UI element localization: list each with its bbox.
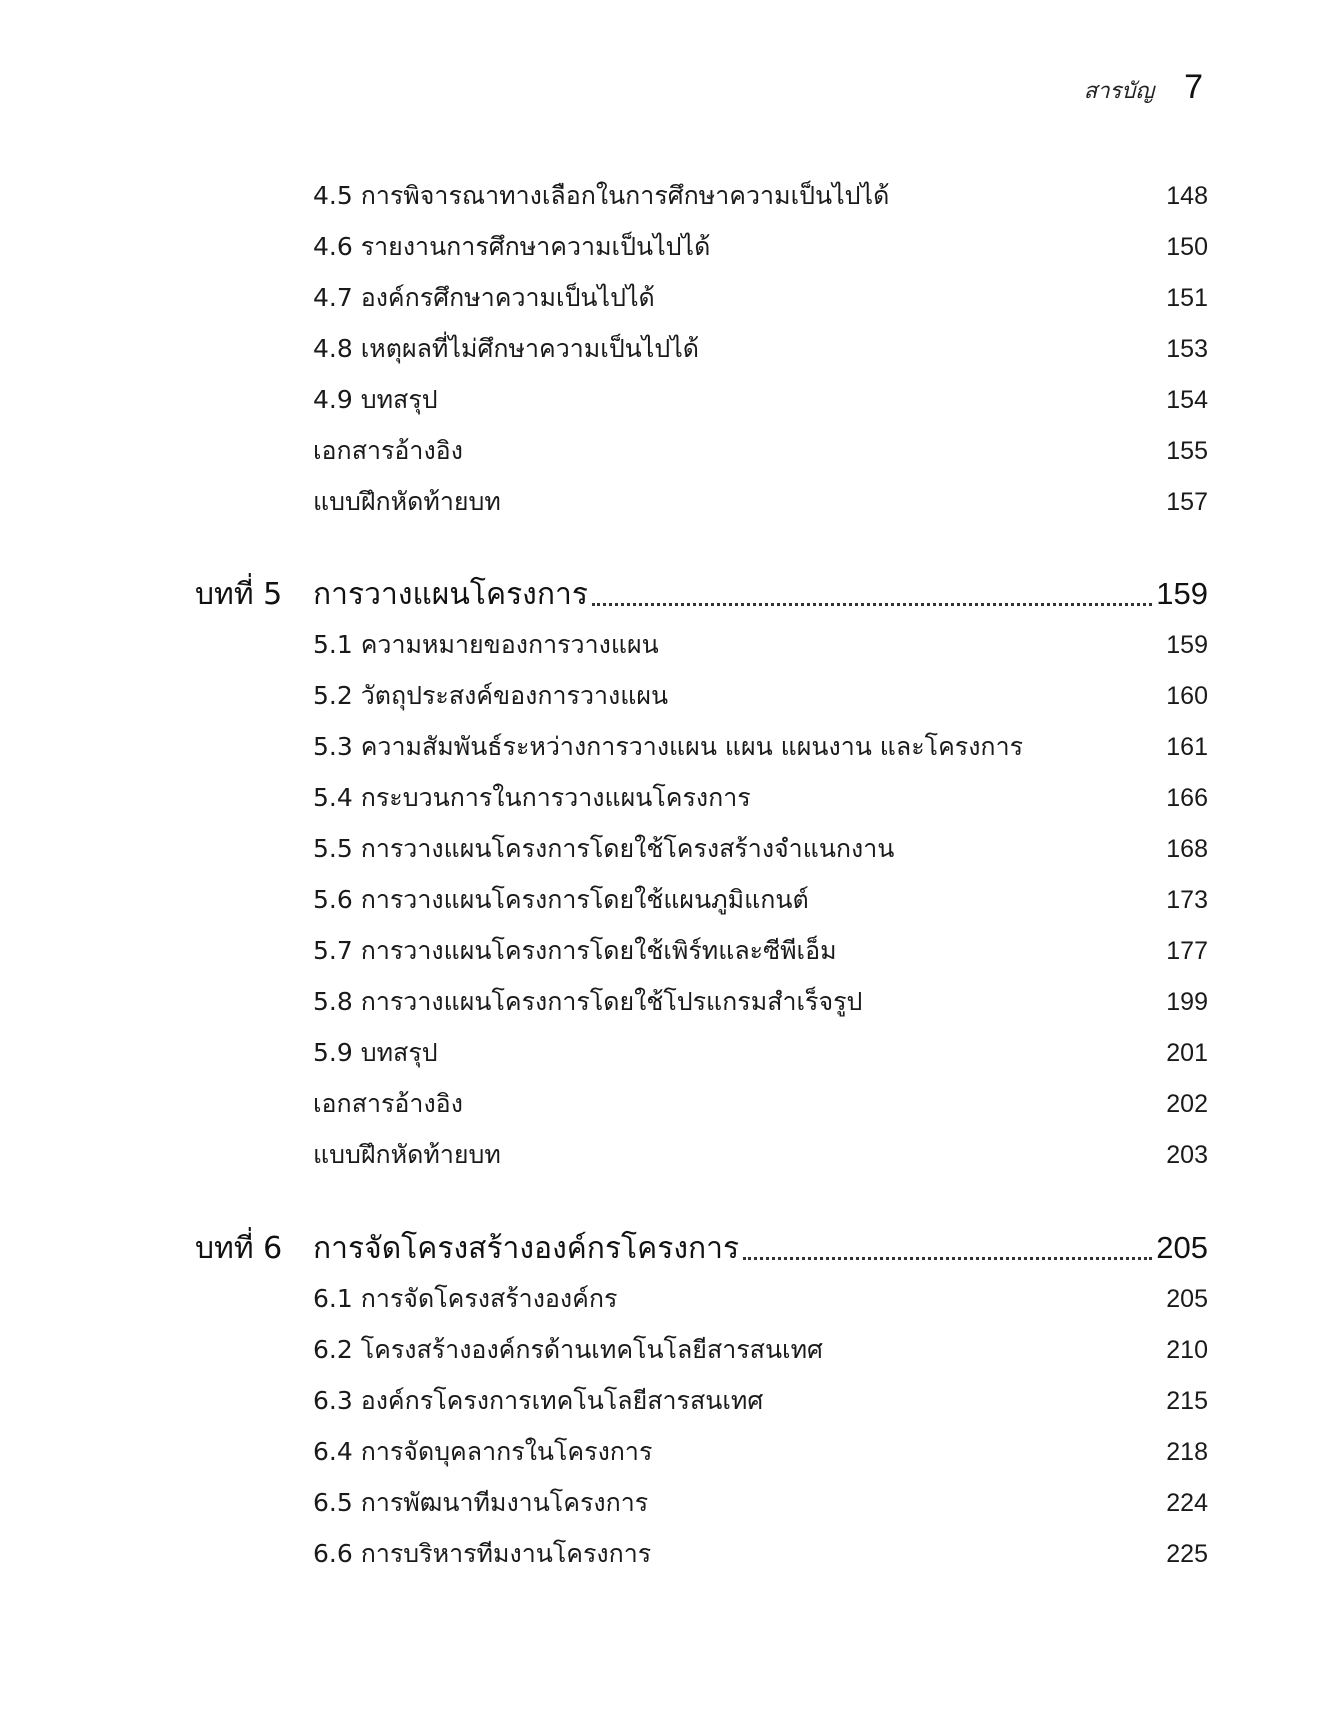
toc-item-label: แบบฝึกหัดท้ายบท <box>313 1140 501 1169</box>
toc-item-label: เอกสารอ้างอิง <box>313 436 463 465</box>
toc-item-exercises-5[interactable] <box>313 1135 1208 1175</box>
toc-item-exercises-4[interactable] <box>313 482 1208 522</box>
page-header <box>1084 68 1203 108</box>
toc-item-label: 5.3 ความสัมพันธ์ระหว่างการวางแผน แผน แผนงาน และโครงการ <box>313 732 1024 761</box>
toc-item-page: 159 <box>1166 631 1208 659</box>
toc-item-page: 153 <box>1166 335 1208 363</box>
toc-item-page: 225 <box>1166 1540 1208 1568</box>
chapter-page: 159 <box>1156 576 1208 611</box>
toc-item-label: 5.9 บทสรุป <box>313 1038 438 1067</box>
toc-item-label: 5.1 ความหมายของการวางแผน <box>313 630 659 659</box>
toc-item-label: 6.6 การบริหารทีมงานโครงการ <box>313 1539 652 1568</box>
toc-item-label: 5.8 การวางแผนโครงการโดยใช้โปรแกรมสำเร็จรูป <box>313 987 863 1016</box>
toc-item-6-2[interactable] <box>313 1330 1208 1370</box>
toc-item-4-8[interactable] <box>313 329 1208 369</box>
toc-item-6-5[interactable] <box>313 1483 1208 1523</box>
chapter-prefix: บทที่ 6 <box>195 1230 283 1266</box>
toc-item-page: 202 <box>1166 1090 1208 1118</box>
toc-item-label: แบบฝึกหัดท้ายบท <box>313 487 501 516</box>
header-page-number: 7 <box>1184 68 1203 106</box>
toc-item-4-6[interactable] <box>313 227 1208 267</box>
toc-item-page: 161 <box>1166 733 1208 761</box>
toc-item-5-1[interactable] <box>313 625 1208 665</box>
toc-item-label: 4.5 การพิจารณาทางเลือกในการศึกษาความเป็นไปได้ <box>313 181 890 210</box>
toc-item-page: 215 <box>1166 1387 1208 1415</box>
chapter-page: 205 <box>1156 1230 1208 1265</box>
toc-item-page: 199 <box>1166 988 1208 1016</box>
toc-item-label: 6.1 การจัดโครงสร้างองค์กร <box>313 1284 618 1313</box>
toc-item-label: 5.7 การวางแผนโครงการโดยใช้เพิร์ทและซีพีเอ็ม <box>313 936 837 965</box>
toc-item-4-5[interactable] <box>313 176 1208 216</box>
toc-item-page: 154 <box>1166 386 1208 414</box>
chapter-prefix: บทที่ 5 <box>195 576 283 612</box>
toc-item-6-3[interactable] <box>313 1381 1208 1421</box>
header-title: สารบัญ <box>1083 79 1155 104</box>
chapter-6-heading[interactable] <box>195 1224 1208 1272</box>
toc-item-label: 5.2 วัตถุประสงค์ของการวางแผน <box>313 681 669 710</box>
toc-item-label: 6.4 การจัดบุคลากรในโครงการ <box>313 1437 653 1466</box>
toc-item-5-7[interactable] <box>313 931 1208 971</box>
toc-item-page: 210 <box>1166 1336 1208 1364</box>
toc-item-5-6[interactable] <box>313 880 1208 920</box>
toc-item-page: 173 <box>1166 886 1208 914</box>
toc-item-6-6[interactable] <box>313 1534 1208 1574</box>
toc-item-label: 4.9 บทสรุป <box>313 385 438 414</box>
toc-item-page: 151 <box>1166 284 1208 312</box>
toc-item-page: 160 <box>1166 682 1208 710</box>
dot-leader <box>743 1257 1152 1260</box>
toc-item-label: 6.3 องค์กรโครงการเทคโนโลยีสารสนเทศ <box>313 1386 764 1415</box>
toc-item-6-4[interactable] <box>313 1432 1208 1472</box>
toc-item-label: 4.7 องค์กรศึกษาความเป็นไปได้ <box>313 283 655 312</box>
toc-item-references-4[interactable] <box>313 431 1208 471</box>
toc-item-page: 150 <box>1166 233 1208 261</box>
toc-item-4-7[interactable] <box>313 278 1208 318</box>
chapter-5-heading[interactable] <box>195 570 1208 618</box>
toc-item-label: 6.2 โครงสร้างองค์กรด้านเทคโนโลยีสารสนเทศ <box>313 1335 823 1364</box>
toc-item-label: 5.5 การวางแผนโครงการโดยใช้โครงสร้างจำแนกงาน <box>313 834 895 863</box>
toc-item-page: 155 <box>1166 437 1208 465</box>
toc-item-4-9[interactable] <box>313 380 1208 420</box>
toc-item-label: 5.4 กระบวนการในการวางแผนโครงการ <box>313 783 751 812</box>
toc-item-5-4[interactable] <box>313 778 1208 818</box>
toc-item-label: 4.6 รายงานการศึกษาความเป็นไปได้ <box>313 232 711 261</box>
dot-leader <box>592 603 1152 606</box>
toc-item-page: 177 <box>1166 937 1208 965</box>
toc-item-5-3[interactable] <box>313 727 1208 767</box>
toc-item-label: 4.8 เหตุผลที่ไม่ศึกษาความเป็นไปได้ <box>313 334 700 363</box>
toc-item-5-5[interactable] <box>313 829 1208 869</box>
chapter-title: การวางแผนโครงการ <box>313 576 588 612</box>
chapter-title: การจัดโครงสร้างองค์กรโครงการ <box>313 1230 740 1266</box>
toc-item-page: 148 <box>1166 182 1208 210</box>
toc-item-page: 203 <box>1166 1141 1208 1169</box>
toc-item-5-8[interactable] <box>313 982 1208 1022</box>
toc-item-label: 5.6 การวางแผนโครงการโดยใช้แผนภูมิแกนต์ <box>313 885 809 914</box>
toc-item-5-9[interactable] <box>313 1033 1208 1073</box>
toc-item-label: 6.5 การพัฒนาทีมงานโครงการ <box>313 1488 649 1517</box>
toc-item-page: 157 <box>1166 488 1208 516</box>
toc-item-page: 168 <box>1166 835 1208 863</box>
toc-item-label: เอกสารอ้างอิง <box>313 1089 463 1118</box>
toc-item-page: 224 <box>1166 1489 1208 1517</box>
toc-item-6-1[interactable] <box>313 1279 1208 1319</box>
toc-item-5-2[interactable] <box>313 676 1208 716</box>
toc-item-page: 205 <box>1166 1285 1208 1313</box>
toc-item-page: 218 <box>1166 1438 1208 1466</box>
toc-item-page: 166 <box>1166 784 1208 812</box>
toc-item-references-5[interactable] <box>313 1084 1208 1124</box>
toc-item-page: 201 <box>1166 1039 1208 1067</box>
